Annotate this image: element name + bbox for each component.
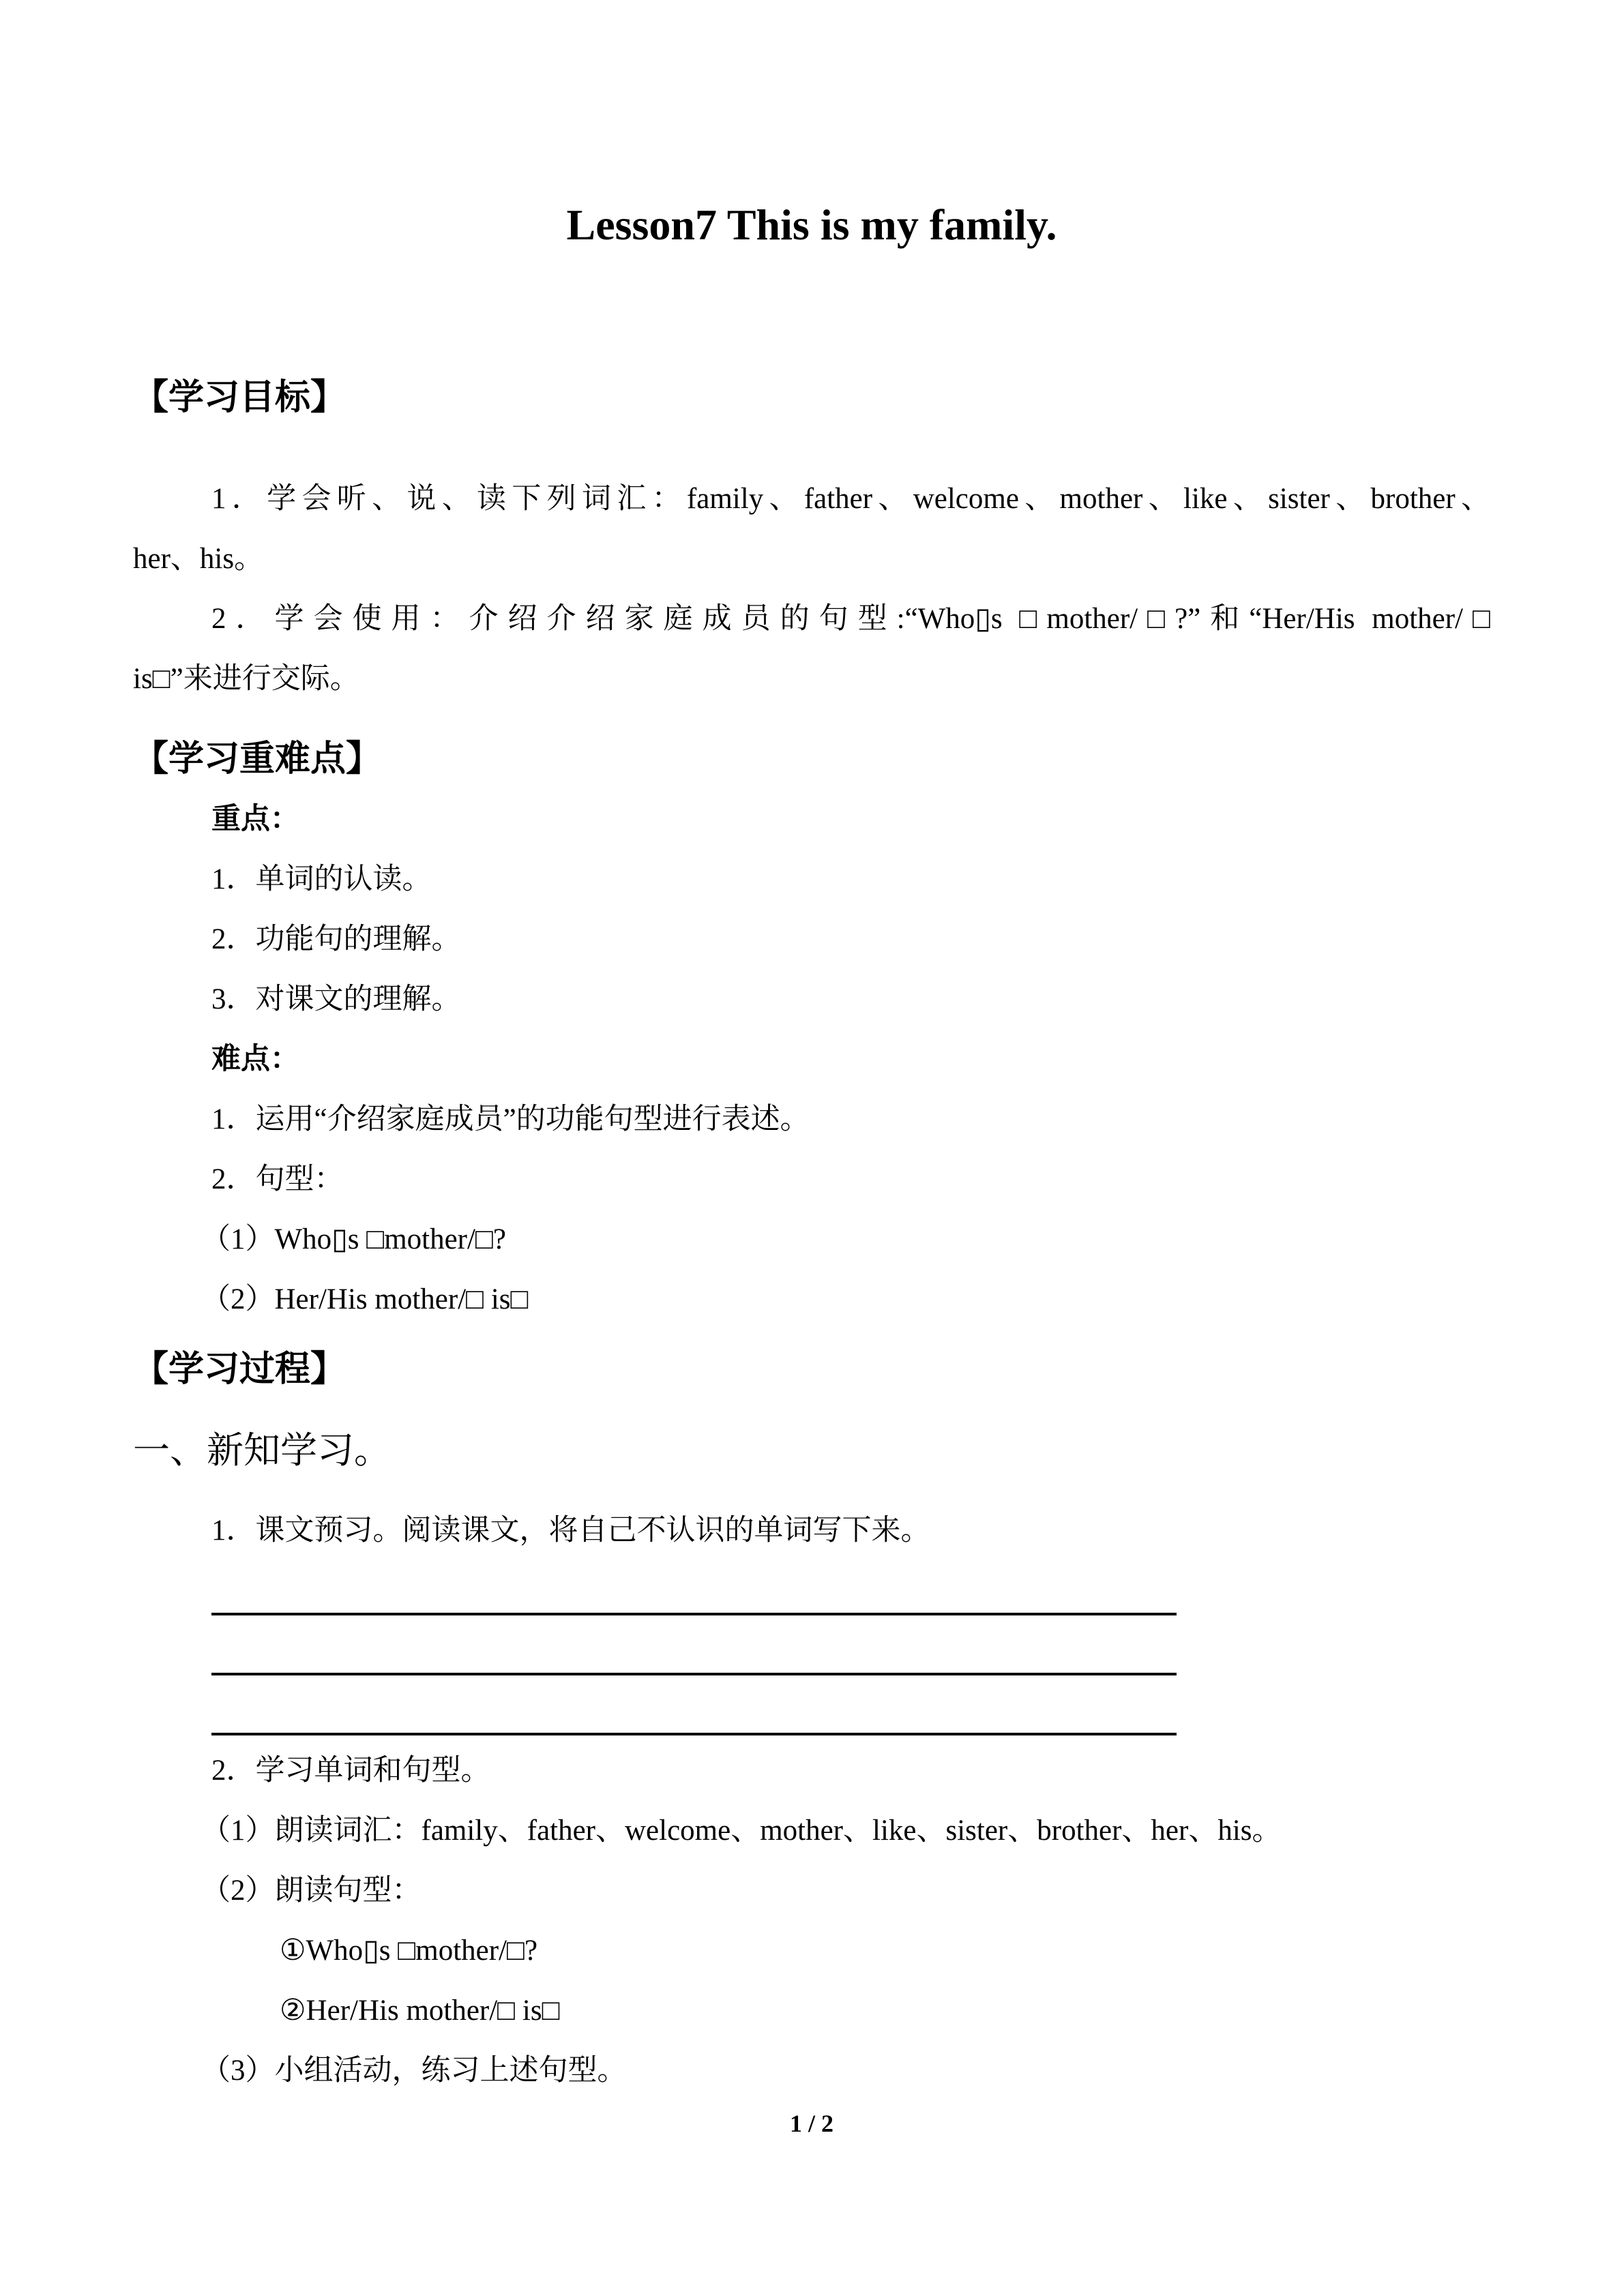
group-activity-step: （3）小组活动，练习上述句型。 [201, 2055, 627, 2087]
section-goals [133, 368, 1490, 709]
focus-item: 1．单词的认读。 [211, 863, 432, 895]
blank-writing-line [133, 1681, 1490, 1741]
page-footer [133, 2106, 1490, 2141]
process-heading: 【学习过程】 [133, 1350, 346, 1389]
goals-paragraph-line: 1．学会听、说、读下列词汇：family、father、welcome、mother、like、sister、brother、 [211, 483, 1490, 515]
difficult-item: 2．句型： [211, 1163, 344, 1195]
blank-writing-line [133, 1561, 1490, 1621]
goals-paragraph-line: her、his。 [133, 543, 264, 575]
sentence-pattern-item: ②Her/His mother/□ is□ [280, 1995, 560, 2027]
lesson-title: Lesson7 This is my family. [566, 200, 1057, 249]
process-step: 2．学习单词和句型。 [211, 1755, 490, 1787]
goals-paragraph-line: 2．学会使用：介绍介绍家庭成员的句型:“Who▯s □mother/□?”和“Her/His mother/□ [211, 603, 1490, 635]
blank-writing-line [133, 1621, 1490, 1681]
section-key-points [133, 730, 1490, 1330]
difficult-label: 难点： [211, 1043, 299, 1075]
focus-item: 3．对课文的理解。 [211, 983, 461, 1015]
sentence-pattern-item: （1）Who▯s □mother/□? [201, 1223, 507, 1255]
reading-item: （1）朗读词汇：family、father、welcome、mother、like、sister、brother、her、his。 [201, 1815, 1282, 1847]
difficult-item: 1．运用“介绍家庭成员”的功能句型进行表述。 [211, 1103, 810, 1135]
sentence-pattern-item: ①Who▯s □mother/□? [280, 1935, 538, 1967]
page-number: 1 / 2 [789, 2110, 833, 2137]
focus-label: 重点： [211, 803, 299, 835]
section-process [133, 1340, 1490, 2101]
sentence-pattern-item: （2）Her/His mother/□ is□ [201, 1283, 529, 1315]
key-points-heading: 【学习重难点】 [133, 740, 382, 779]
focus-item: 2．功能句的理解。 [211, 923, 461, 955]
process-step: 1．课文预习。阅读课文，将自己不认识的单词写下来。 [211, 1515, 930, 1547]
reading-item: （2）朗读句型： [201, 1875, 422, 1907]
process-part-title: 一、新知学习。 [133, 1430, 391, 1471]
goals-heading: 【学习目标】 [133, 378, 346, 417]
goals-paragraph-line: is□”来进行交际。 [133, 663, 359, 695]
